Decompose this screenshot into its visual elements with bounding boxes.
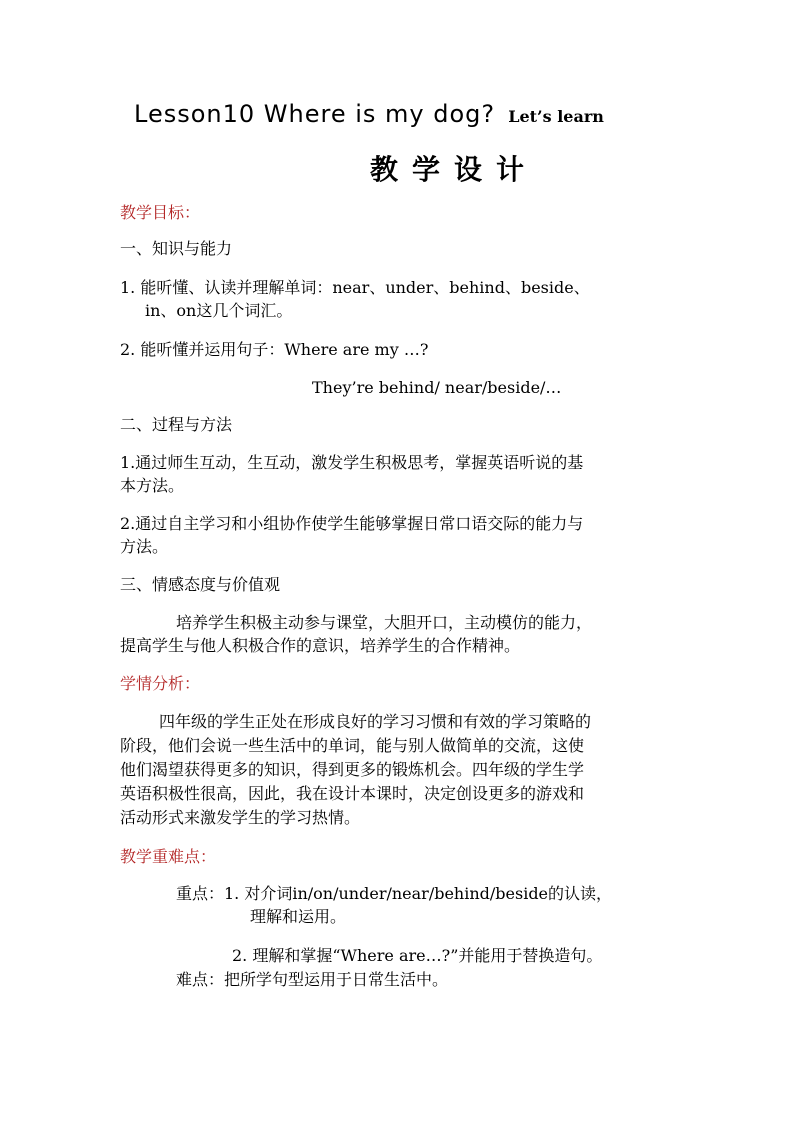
analysis-heading: 学情分析： [120,674,201,693]
keypoint-1-line-1: 重点：1. 对介词in/on/under/near/behind/beside的认读， [176,884,613,903]
analysis-line-3: 他们渴望获得更多的知识，得到更多的锻炼机会。四年级的学生学 [120,760,585,779]
attitude-line-2: 提高学生与他人积极合作的意识，培养学生的合作精神。 [120,636,521,655]
process-item-2-line-1: 2.通过自主学习和小组协作使学生能够掌握日常口语交际的能力与 [120,514,584,533]
section-knowledge-ability: 一、知识与能力 [120,239,233,258]
lesson-title [134,100,604,128]
attitude-line-1: 培养学生积极主动参与课堂，大胆开口，主动模仿的能力， [176,613,593,632]
goal-item-2-line-1: 2. 能听懂并运用句子：Where are my …? [120,340,429,359]
goal-item-1-line-2: in、on这几个词汇。 [145,301,293,320]
process-item-1-line-2: 本方法。 [120,476,185,495]
keypoint-1-line-2: 理解和运用。 [250,907,347,926]
keypoints-heading: 教学重难点： [120,847,217,866]
goal-item-2-line-2: They’re behind/ near/beside/… [312,378,562,397]
analysis-line-1: 四年级的学生正处在形成良好的学习习惯和有效的学习策略的 [159,712,592,731]
lesson-title-main: Lesson10 Where is my dog? [134,100,496,128]
goal-item-1-line-1: 1. 能听懂、认读并理解单词：near、under、behind、beside、 [120,278,590,297]
difficulty-line: 难点：把所学句型运用于日常生活中。 [176,970,449,989]
process-item-1-line-1: 1.通过师生互动，生互动，激发学生积极思考，掌握英语听说的基 [120,453,584,472]
keypoint-2: 2. 理解和掌握“Where are…?”并能用于替换造句。 [232,946,603,965]
section-attitude-values: 三、情感态度与价值观 [120,575,281,594]
analysis-line-4: 英语积极性很高，因此，我在设计本课时，决定创设更多的游戏和 [120,784,585,803]
analysis-line-5: 活动形式来激发学生的学习热情。 [120,808,361,827]
goals-heading: 教学目标： [120,203,201,222]
document-subtitle: 教学设计 [370,153,539,186]
section-process-method: 二、过程与方法 [120,415,233,434]
analysis-line-2: 阶段，他们会说一些生活中的单词，能与别人做简单的交流，这使 [120,736,585,755]
lesson-title-suffix: Let’s learn [508,107,604,126]
process-item-2-line-2: 方法。 [120,537,169,556]
